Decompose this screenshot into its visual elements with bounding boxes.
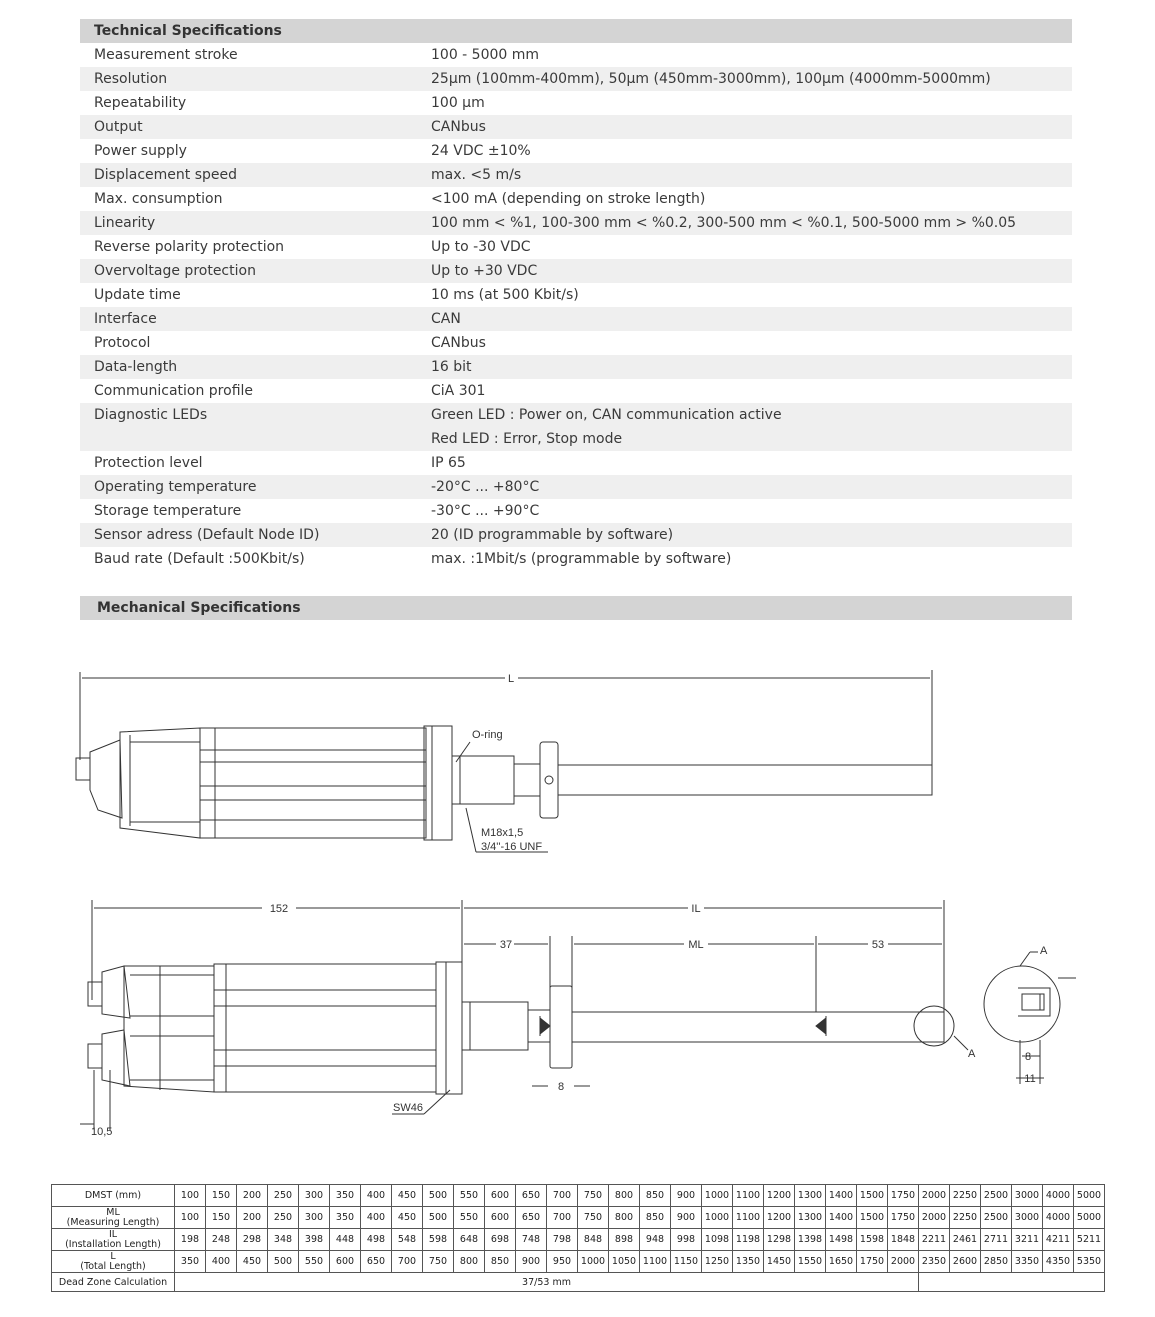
spec-value-line: CANbus bbox=[431, 335, 486, 351]
dimension-cell: 2711 bbox=[981, 1229, 1012, 1251]
spec-label: Data-length bbox=[94, 359, 178, 375]
dimension-cell: 2500 bbox=[981, 1185, 1012, 1207]
dimension-row-header bbox=[52, 1251, 175, 1273]
dimension-cell: 900 bbox=[516, 1251, 547, 1273]
dimension-cell: 2250 bbox=[950, 1207, 981, 1229]
dimension-cell: 798 bbox=[547, 1229, 578, 1251]
spec-label: Protocol bbox=[94, 335, 151, 351]
spec-label: Protection level bbox=[94, 455, 203, 471]
dimension-row bbox=[52, 1207, 1105, 1229]
spec-row bbox=[80, 211, 1072, 235]
spec-value-line: 100 mm < %1, 100-300 mm < %0.2, 300-500 mm < %0.1, 500-5000 mm > %0.05 bbox=[431, 215, 1017, 231]
spec-value-line: 100 µm bbox=[431, 95, 485, 111]
spec-label: Repeatability bbox=[94, 95, 187, 111]
spec-label: Baud rate (Default :500Kbit/s) bbox=[94, 551, 305, 567]
label-37: 37 bbox=[499, 939, 513, 951]
dimension-cell: 1450 bbox=[764, 1251, 795, 1273]
dimension-cell: 4000 bbox=[1043, 1207, 1074, 1229]
dimension-cell: 5211 bbox=[1074, 1229, 1105, 1251]
dimension-cell: 900 bbox=[671, 1185, 702, 1207]
spec-label: Overvoltage protection bbox=[94, 263, 256, 279]
dimension-cell: 350 bbox=[330, 1207, 361, 1229]
label-thread-metric: M18x1,5 bbox=[481, 827, 524, 839]
dimension-cell: 898 bbox=[609, 1229, 640, 1251]
dimension-cell: 2461 bbox=[950, 1229, 981, 1251]
dimension-cell: 900 bbox=[671, 1207, 702, 1229]
dimension-cell: 400 bbox=[361, 1207, 392, 1229]
dimension-cell: 200 bbox=[237, 1207, 268, 1229]
spec-value bbox=[431, 451, 1072, 475]
spec-value-line: CiA 301 bbox=[431, 383, 486, 399]
dimension-cell: 1398 bbox=[795, 1229, 826, 1251]
dimension-cell: 2850 bbox=[981, 1251, 1012, 1273]
spec-row bbox=[80, 91, 1072, 115]
dimension-cell: 800 bbox=[609, 1207, 640, 1229]
spec-value bbox=[431, 43, 1072, 67]
dimension-cell: 1650 bbox=[826, 1251, 857, 1273]
dimension-cell: 348 bbox=[268, 1229, 299, 1251]
dimension-cell: 1300 bbox=[795, 1185, 826, 1207]
spec-value-line: Up to +30 VDC bbox=[431, 263, 538, 279]
spec-row bbox=[80, 451, 1072, 475]
spec-value bbox=[431, 523, 1072, 547]
dimension-cell: 498 bbox=[361, 1229, 392, 1251]
label-10-5: 10,5 bbox=[91, 1126, 113, 1138]
label-IL: IL bbox=[691, 903, 701, 915]
dimension-cell: 150 bbox=[206, 1207, 237, 1229]
spec-label: Storage temperature bbox=[94, 503, 242, 519]
spec-value bbox=[431, 187, 1072, 211]
dimension-cell: 2600 bbox=[950, 1251, 981, 1273]
dead-zone-value: 37/53 mm bbox=[175, 1273, 919, 1292]
spec-value-line: Green LED : Power on, CAN communication active bbox=[431, 407, 782, 423]
spec-row bbox=[80, 379, 1072, 403]
dimension-cell: 500 bbox=[423, 1185, 454, 1207]
label-o-ring: O-ring bbox=[472, 729, 503, 741]
dimension-table bbox=[51, 1184, 1105, 1292]
dimension-cell: 1750 bbox=[888, 1185, 919, 1207]
dimension-cell: 300 bbox=[299, 1207, 330, 1229]
dimension-cell: 5350 bbox=[1074, 1251, 1105, 1273]
dimension-cell: 4211 bbox=[1043, 1229, 1074, 1251]
dimension-cell: 800 bbox=[454, 1251, 485, 1273]
dimension-cell: 298 bbox=[237, 1229, 268, 1251]
dimension-cell: 650 bbox=[516, 1207, 547, 1229]
dimension-cell: 5000 bbox=[1074, 1207, 1105, 1229]
dead-zone-empty bbox=[919, 1273, 1105, 1292]
dimension-cell: 1598 bbox=[857, 1229, 888, 1251]
dimension-cell: 1098 bbox=[702, 1229, 733, 1251]
dimension-cell: 850 bbox=[640, 1185, 671, 1207]
dimension-cell: 400 bbox=[206, 1251, 237, 1273]
dimension-cell: 1350 bbox=[733, 1251, 764, 1273]
label-8: 8 bbox=[557, 1081, 565, 1093]
dimension-cell: 750 bbox=[578, 1207, 609, 1229]
spec-row bbox=[80, 355, 1072, 379]
dimension-cell: 2000 bbox=[888, 1251, 919, 1273]
dimension-cell: 450 bbox=[392, 1185, 423, 1207]
dimension-cell: 698 bbox=[485, 1229, 516, 1251]
dimension-cell: 500 bbox=[268, 1251, 299, 1273]
dimension-cell: 198 bbox=[175, 1229, 206, 1251]
dimension-cell: 5000 bbox=[1074, 1185, 1105, 1207]
dimension-cell: 1200 bbox=[764, 1185, 795, 1207]
spec-value-line: CANbus bbox=[431, 119, 486, 135]
dimension-cell: 1500 bbox=[857, 1185, 888, 1207]
dimension-row-header-text: L bbox=[110, 1250, 116, 1262]
spec-row bbox=[80, 523, 1072, 547]
spec-row bbox=[80, 43, 1072, 67]
label-ML: ML bbox=[688, 939, 704, 951]
dimension-cell: 1400 bbox=[826, 1185, 857, 1207]
spec-value bbox=[431, 307, 1072, 331]
dimension-row-header bbox=[52, 1207, 175, 1229]
label-11: 11 bbox=[1024, 1073, 1036, 1085]
dimension-row-header-text: DMST (mm) bbox=[84, 1190, 142, 1201]
label-a-bottom: A bbox=[968, 1048, 976, 1060]
dimension-cell: 200 bbox=[237, 1185, 268, 1207]
mechanical-drawing bbox=[0, 640, 1155, 1180]
spec-label: Output bbox=[94, 119, 143, 135]
dimension-row-header bbox=[52, 1185, 175, 1207]
dimension-cell: 650 bbox=[361, 1251, 392, 1273]
spec-label: Measurement stroke bbox=[94, 47, 238, 63]
spec-value bbox=[431, 547, 1072, 571]
dimension-row-header-text: (Total Length) bbox=[80, 1260, 146, 1272]
spec-value bbox=[431, 499, 1072, 523]
dimension-cell: 250 bbox=[268, 1207, 299, 1229]
spec-value-line: 25µm (100mm-400mm), 50µm (450mm-3000mm), 100µm (4000mm-5000mm) bbox=[431, 71, 991, 87]
dimension-cell: 650 bbox=[516, 1185, 547, 1207]
dimension-row-header-text: IL bbox=[108, 1228, 118, 1240]
spec-value-line: max. <5 m/s bbox=[431, 167, 522, 183]
dimension-cell: 748 bbox=[516, 1229, 547, 1251]
dimension-cell: 300 bbox=[299, 1185, 330, 1207]
dimension-cell: 550 bbox=[454, 1185, 485, 1207]
spec-row bbox=[80, 403, 1072, 451]
dimension-cell: 550 bbox=[299, 1251, 330, 1273]
label-L: L bbox=[507, 673, 515, 685]
dimension-row-header bbox=[52, 1229, 175, 1251]
spec-value bbox=[431, 235, 1072, 259]
spec-row bbox=[80, 283, 1072, 307]
spec-value-line: 16 bit bbox=[431, 359, 472, 375]
dimension-cell: 1050 bbox=[609, 1251, 640, 1273]
dimension-cell: 3350 bbox=[1012, 1251, 1043, 1273]
spec-value-line: -30°C ... +90°C bbox=[431, 503, 540, 519]
dimension-cell: 1000 bbox=[578, 1251, 609, 1273]
spec-value-line: 24 VDC ±10% bbox=[431, 143, 531, 159]
dimension-cell: 548 bbox=[392, 1229, 423, 1251]
dimension-cell: 1100 bbox=[733, 1185, 764, 1207]
dimension-cell: 100 bbox=[175, 1207, 206, 1229]
spec-value-line: Red LED : Error, Stop mode bbox=[431, 431, 623, 447]
dimension-cell: 1100 bbox=[640, 1251, 671, 1273]
mechanical-specifications-header: Mechanical Specifications bbox=[80, 596, 1072, 620]
dimension-cell: 1198 bbox=[733, 1229, 764, 1251]
spec-row bbox=[80, 139, 1072, 163]
spec-value bbox=[431, 403, 1072, 451]
spec-value bbox=[431, 475, 1072, 499]
label-sw46: SW46 bbox=[393, 1102, 423, 1114]
dimension-cell: 448 bbox=[330, 1229, 361, 1251]
dimension-row-header-text: (Measuring Length) bbox=[66, 1216, 160, 1228]
spec-value bbox=[431, 139, 1072, 163]
dimension-cell: 398 bbox=[299, 1229, 330, 1251]
spec-row bbox=[80, 331, 1072, 355]
spec-value bbox=[431, 211, 1072, 235]
dimension-cell: 848 bbox=[578, 1229, 609, 1251]
spec-label: Operating temperature bbox=[94, 479, 257, 495]
spec-label: Reverse polarity protection bbox=[94, 239, 285, 255]
dimension-cell: 950 bbox=[547, 1251, 578, 1273]
spec-value bbox=[431, 283, 1072, 307]
spec-label: Diagnostic LEDs bbox=[94, 407, 208, 423]
spec-label: Linearity bbox=[94, 215, 156, 231]
dimension-row bbox=[52, 1185, 1105, 1207]
dimension-cell: 600 bbox=[485, 1185, 516, 1207]
side-view bbox=[80, 900, 1076, 1138]
dimension-cell: 700 bbox=[547, 1207, 578, 1229]
spec-row bbox=[80, 307, 1072, 331]
spec-value bbox=[431, 115, 1072, 139]
label-thread-unf: 3/4''-16 UNF bbox=[481, 841, 543, 853]
dimension-cell: 550 bbox=[454, 1207, 485, 1229]
top-view bbox=[76, 670, 932, 853]
dimension-cell: 250 bbox=[268, 1185, 299, 1207]
dimension-cell: 1400 bbox=[826, 1207, 857, 1229]
dimension-cell: 750 bbox=[423, 1251, 454, 1273]
dimension-cell: 1250 bbox=[702, 1251, 733, 1273]
spec-row bbox=[80, 499, 1072, 523]
spec-row bbox=[80, 475, 1072, 499]
dimension-cell: 750 bbox=[578, 1185, 609, 1207]
spec-value bbox=[431, 163, 1072, 187]
spec-value-line: IP 65 bbox=[431, 455, 466, 471]
dimension-cell: 400 bbox=[361, 1185, 392, 1207]
dimension-cell: 1550 bbox=[795, 1251, 826, 1273]
spec-value-line: <100 mA (depending on stroke length) bbox=[431, 191, 706, 207]
spec-row bbox=[80, 259, 1072, 283]
label-8-detail: 8 bbox=[1024, 1051, 1032, 1063]
spec-row bbox=[80, 67, 1072, 91]
dimension-cell: 1100 bbox=[733, 1207, 764, 1229]
dimension-cell: 2350 bbox=[919, 1251, 950, 1273]
dead-zone-row bbox=[52, 1273, 1105, 1292]
dimension-cell: 150 bbox=[206, 1185, 237, 1207]
dimension-cell: 2000 bbox=[919, 1207, 950, 1229]
dimension-cell: 1750 bbox=[857, 1251, 888, 1273]
spec-value-line: Up to -30 VDC bbox=[431, 239, 531, 255]
dimension-row-header-text: ML bbox=[106, 1206, 120, 1218]
technical-specifications-table bbox=[80, 43, 1072, 571]
dimension-cell: 800 bbox=[609, 1185, 640, 1207]
dimension-cell: 700 bbox=[392, 1251, 423, 1273]
dimension-row bbox=[52, 1229, 1105, 1251]
spec-value bbox=[431, 91, 1072, 115]
spec-label: Power supply bbox=[94, 143, 187, 159]
dimension-cell: 500 bbox=[423, 1207, 454, 1229]
spec-row bbox=[80, 235, 1072, 259]
dimension-cell: 700 bbox=[547, 1185, 578, 1207]
spec-value-line: max. :1Mbit/s (programmable by software) bbox=[431, 551, 732, 567]
dimension-cell: 2211 bbox=[919, 1229, 950, 1251]
dimension-cell: 1300 bbox=[795, 1207, 826, 1229]
spec-label: Interface bbox=[94, 311, 157, 327]
dimension-cell: 1000 bbox=[702, 1207, 733, 1229]
dimension-cell: 1498 bbox=[826, 1229, 857, 1251]
dimension-row bbox=[52, 1251, 1105, 1273]
label-152: 152 bbox=[269, 903, 289, 915]
dimension-cell: 3000 bbox=[1012, 1207, 1043, 1229]
spec-row bbox=[80, 547, 1072, 571]
dimension-cell: 948 bbox=[640, 1229, 671, 1251]
spec-label: Resolution bbox=[94, 71, 168, 87]
spec-label: Sensor adress (Default Node ID) bbox=[94, 527, 320, 543]
spec-label: Update time bbox=[94, 287, 181, 303]
dimension-cell: 4000 bbox=[1043, 1185, 1074, 1207]
spec-value-line: CAN bbox=[431, 311, 461, 327]
dimension-cell: 850 bbox=[485, 1251, 516, 1273]
spec-label: Max. consumption bbox=[94, 191, 223, 207]
label-a-top: A bbox=[1040, 945, 1048, 957]
dimension-cell: 1848 bbox=[888, 1229, 919, 1251]
dimension-cell: 1150 bbox=[671, 1251, 702, 1273]
dead-zone-label: Dead Zone Calculation bbox=[52, 1273, 175, 1292]
spec-value-line: 100 - 5000 mm bbox=[431, 47, 540, 63]
dimension-cell: 100 bbox=[175, 1185, 206, 1207]
dimension-cell: 600 bbox=[485, 1207, 516, 1229]
dimension-cell: 4350 bbox=[1043, 1251, 1074, 1273]
dimension-cell: 600 bbox=[330, 1251, 361, 1273]
dimension-cell: 998 bbox=[671, 1229, 702, 1251]
dimension-row-header-text: (Installation Length) bbox=[65, 1238, 161, 1250]
dimension-cell: 2000 bbox=[919, 1185, 950, 1207]
spec-value-line: 20 (ID programmable by software) bbox=[431, 527, 674, 543]
dimension-cell: 350 bbox=[330, 1185, 361, 1207]
dimension-cell: 850 bbox=[640, 1207, 671, 1229]
spec-value bbox=[431, 259, 1072, 283]
spec-row bbox=[80, 115, 1072, 139]
spec-row bbox=[80, 163, 1072, 187]
spec-value-line: -20°C ... +80°C bbox=[431, 479, 540, 495]
dimension-cell: 1298 bbox=[764, 1229, 795, 1251]
dimension-cell: 1750 bbox=[888, 1207, 919, 1229]
spec-row bbox=[80, 187, 1072, 211]
dimension-cell: 450 bbox=[392, 1207, 423, 1229]
spec-value bbox=[431, 355, 1072, 379]
spec-label: Displacement speed bbox=[94, 167, 237, 183]
dimension-cell: 1000 bbox=[702, 1185, 733, 1207]
spec-label: Communication profile bbox=[94, 383, 254, 399]
dimension-cell: 598 bbox=[423, 1229, 454, 1251]
dimension-cell: 648 bbox=[454, 1229, 485, 1251]
dimension-cell: 450 bbox=[237, 1251, 268, 1273]
spec-value bbox=[431, 331, 1072, 355]
spec-value-line: 10 ms (at 500 Kbit/s) bbox=[431, 287, 579, 303]
dimension-cell: 2250 bbox=[950, 1185, 981, 1207]
dimension-cell: 1200 bbox=[764, 1207, 795, 1229]
technical-specifications-header: Technical Specifications bbox=[80, 19, 1072, 43]
dimension-cell: 248 bbox=[206, 1229, 237, 1251]
dimension-cell: 350 bbox=[175, 1251, 206, 1273]
dimension-cell: 1500 bbox=[857, 1207, 888, 1229]
spec-value bbox=[431, 67, 1072, 91]
dimension-cell: 3211 bbox=[1012, 1229, 1043, 1251]
spec-value bbox=[431, 379, 1072, 403]
dimension-cell: 2500 bbox=[981, 1207, 1012, 1229]
label-53: 53 bbox=[871, 939, 885, 951]
dimension-cell: 3000 bbox=[1012, 1185, 1043, 1207]
